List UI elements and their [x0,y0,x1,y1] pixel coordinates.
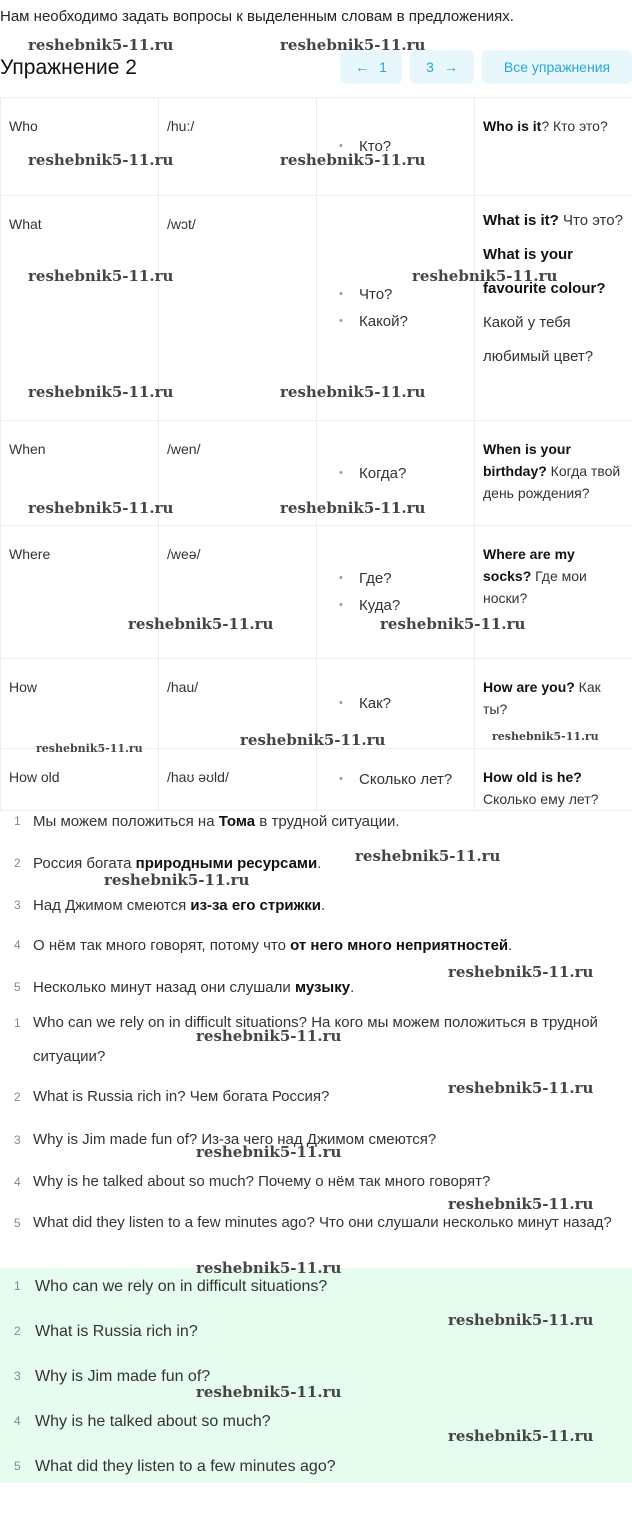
sentence-end: . [350,979,355,996]
table-row [1,526,632,659]
question-words-table [0,97,632,811]
example-ru: Когда твой день рождения? [483,463,621,501]
item-number: 3 [14,898,21,912]
watermark: reshebnik5-11.ru [448,1311,594,1329]
all-exercises-button[interactable] [482,50,632,84]
sentence-end: . [317,855,322,872]
watermark: reshebnik5-11.ru [28,36,174,54]
next-label: 3 [426,59,434,75]
example-ru: Где мои носки? [483,568,587,606]
translation: • Кто? [339,138,474,155]
watermark: reshebnik5-11.ru [280,36,426,54]
watermark: reshebnik5-11.ru [196,1383,342,1401]
example-cell [475,749,632,811]
item-number: 5 [14,1216,21,1230]
item-number: 2 [14,1324,21,1338]
watermark: reshebnik5-11.ru [196,1143,342,1161]
sentence-item [0,808,623,835]
item-number: 3 [14,1369,21,1383]
sentence-item [0,932,623,959]
item-number: 3 [14,1133,21,1147]
watermark: reshebnik5-11.ru [28,151,174,169]
watermark: reshebnik5-11.ru [448,1195,594,1213]
watermark: reshebnik5-11.ru [492,730,599,743]
watermark: reshebnik5-11.ru [28,499,174,517]
instruction-text: Нам необходимо задать вопросы к выделенным словам в предложениях. [0,8,514,25]
word-cell: How [1,659,159,749]
all-label: Все упражнения [503,59,611,75]
watermark: reshebnik5-11.ru [280,499,426,517]
watermark: reshebnik5-11.ru [355,847,501,865]
watermark: reshebnik5-11.ru [448,1079,594,1097]
ipa-cell: /hu:/ [159,98,317,196]
highlighted-words: природными ресурсами [135,855,318,872]
example-ru: Сколько ему лет? [483,791,599,807]
sentence-item [0,850,623,877]
translation-cell [317,98,475,196]
item-number: 5 [14,1459,21,1473]
watermark: reshebnik5-11.ru [196,1259,342,1277]
sentence-text: Над Джимом смеются [33,897,191,914]
watermark: reshebnik5-11.ru [380,615,526,633]
translation: • Что? [339,286,474,303]
prev-exercise-button[interactable] [340,50,402,84]
example-ru: ? Кто это? [541,118,608,134]
example-en: How are you? [483,679,575,695]
item-number: 2 [14,1090,21,1104]
watermark: reshebnik5-11.ru [448,963,594,981]
sentence-item [0,892,623,919]
watermark: reshebnik5-11.ru [448,1427,594,1445]
sentence-text: Россия богата [33,855,136,872]
answer-text: Who can we rely on in difficult situations? На кого мы можем положиться в трудной ситуации? [33,1014,598,1065]
watermark: reshebnik5-11.ru [412,267,558,285]
translation-cell [317,749,475,811]
example-en: What is it? [483,212,559,229]
prev-label: 1 [379,59,387,75]
translation: • Какой? [339,313,474,330]
sentence-end: в трудной ситуации. [255,813,400,830]
table-row [1,749,632,811]
example-en: Where are my socks? [483,546,575,584]
arrow-left-icon: ← [355,59,370,75]
watermark: reshebnik5-11.ru [36,742,143,755]
watermark: reshebnik5-11.ru [280,383,426,401]
watermark: reshebnik5-11.ru [196,1027,342,1045]
answer-text: What did they listen to a few minutes ago? Что они слушали несколько минут назад? [33,1214,612,1231]
item-number: 1 [14,1279,21,1293]
ipa-cell: /wen/ [159,421,317,526]
item-number: 2 [14,856,21,870]
word-cell: What [1,196,159,421]
answer-item [0,1165,623,1199]
highlighted-words: из-за его стрижки [190,897,321,914]
final-answer-text: What is Russia rich in? [35,1323,198,1340]
highlighted-words: Тома [218,813,256,830]
translation: • Когда? [339,465,474,482]
example-ru: Как ты? [483,679,601,717]
example-en: What is your favourite colour? [483,246,606,297]
final-answer-item [0,1453,625,1480]
watermark: reshebnik5-11.ru [28,383,174,401]
answer-text: Why is Jim made fun of? Из-за чего над Джимом смеются? [33,1131,437,1148]
watermark: reshebnik5-11.ru [240,731,386,749]
word-cell: How old [1,749,159,811]
word-cell: Who [1,98,159,196]
final-answer-text: What did they listen to a few minutes ago? [35,1458,336,1475]
ipa-cell: /haʊ əʊld/ [159,749,317,811]
page-title: Упражнение 2 [0,56,137,79]
example-ru: Что это? [558,212,623,229]
translation: • Как? [339,695,474,712]
example-en: When is your birthday? [483,441,571,479]
highlighted-words: музыку [294,979,351,996]
translation: • Куда? [339,597,474,614]
ipa-cell: /weə/ [159,526,317,659]
sentence-text: О нём так много говорят, потому что [33,937,291,954]
watermark: reshebnik5-11.ru [104,871,250,889]
watermark: reshebnik5-11.ru [28,267,174,285]
watermark: reshebnik5-11.ru [128,615,274,633]
word-cell: Where [1,526,159,659]
answer-text: What is Russia rich in? Чем богата Россия? [33,1088,330,1105]
ipa-cell: /wɔt/ [159,196,317,421]
watermark: reshebnik5-11.ru [280,151,426,169]
item-number: 4 [14,1175,21,1189]
translation: • Сколько лет? [339,771,474,788]
table-row [1,98,632,196]
sentence-end: . [508,937,513,954]
item-number: 4 [14,938,21,952]
translation: • Где? [339,570,474,587]
example-ru: Какой у тебя любимый цвет? [483,314,594,365]
example-en: How old is he? [483,769,582,785]
item-number: 1 [14,1016,21,1030]
item-number: 4 [14,1414,21,1428]
final-answer-text: Who can we rely on in difficult situations? [35,1278,328,1295]
sentence-text: Несколько минут назад они слушали [33,979,295,996]
translation-cell [317,526,475,659]
answer-text: Why is he talked about so much? Почему о нём так много говорят? [33,1173,491,1190]
arrow-right-icon: → [443,59,458,75]
example-cell [475,526,632,659]
example-en: Who is it [483,118,542,134]
item-number: 5 [14,980,21,994]
highlighted-words: от него много неприятностей [290,937,509,954]
sentence-end: . [320,897,326,914]
example-cell [475,98,632,196]
example-cell [475,421,632,526]
sentence-text: Мы можем положиться на [33,813,219,830]
ipa-cell: /hau/ [159,659,317,749]
word-cell: When [1,421,159,526]
final-answer-item [0,1273,625,1300]
item-number: 1 [14,814,21,828]
next-exercise-button[interactable] [410,50,474,84]
final-answer-text: Why is he talked about so much? [35,1413,271,1430]
final-answer-text: Why is Jim made fun of? [35,1368,211,1385]
example-cell [475,196,632,421]
